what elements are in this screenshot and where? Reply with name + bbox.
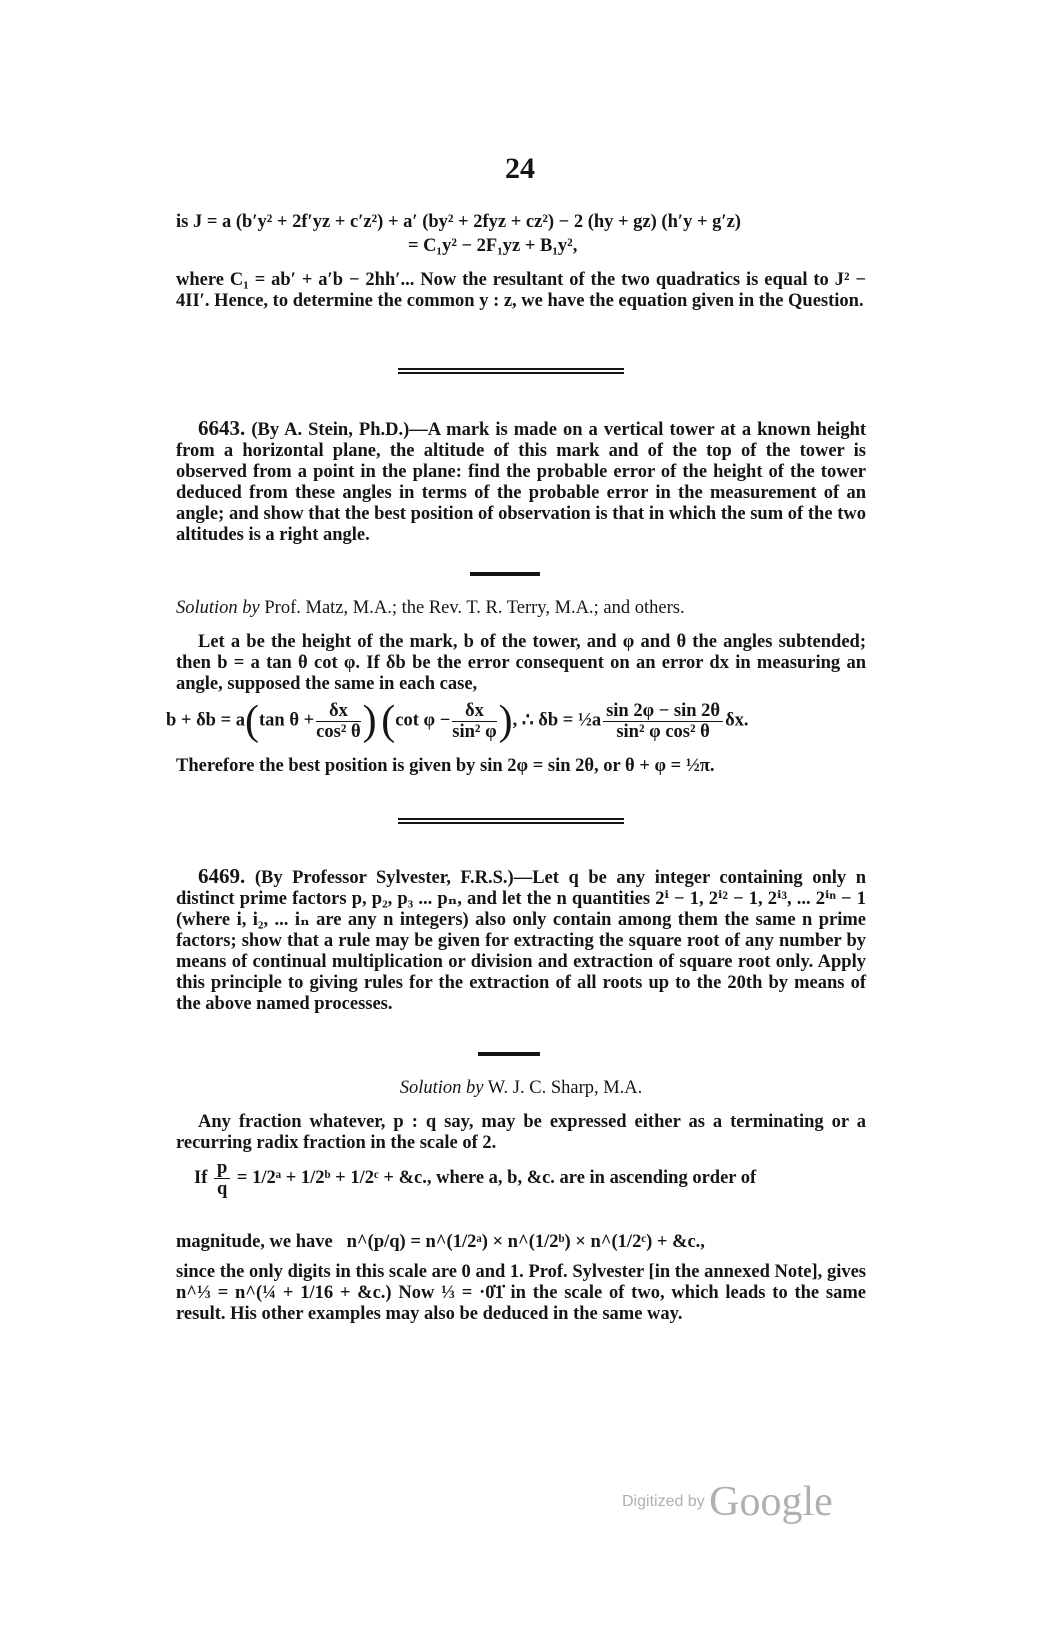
fraction: $\frac{\delta x}{\text{sin² φ}}$: [452, 700, 497, 742]
short-rule: [478, 1052, 540, 1056]
solution-paragraph: Any fraction whatever, p : q say, may be expressed either as a terminating or a recurring radix fraction in the scale of 2.: [176, 1112, 866, 1153]
solution-paragraph-2: since the only digits in this scale are 0 and 1. Prof. Sylvester [in the annexed Note], gives n^⅓ = n^(¼ + 1/16 + &c.) Now ⅓ = ·0̇1̇ in the scale of two, which leads to the same result. His other examples may also be deduced in the same way.: [176, 1262, 866, 1324]
google-logo: Google: [709, 1479, 833, 1525]
fraction: $\frac{p}{q}$: [214, 1158, 230, 1199]
section-divider: [398, 368, 624, 374]
question-number: 6643.: [198, 416, 246, 440]
question-number: 6469.: [198, 864, 246, 888]
equation-j-continued: = C₁y² − 2F₁yz + B₁y²,: [408, 236, 578, 256]
intro-paragraph: where C₁ = ab′ + a′b − 2hh′... Now the resultant of the two quadratics is equal to J² − 4II′. Hence, to determine the common y : z, we have the equation given in the Question.: [176, 270, 866, 311]
question-author: (By Professor Sylvester, F.R.S.): [254, 868, 514, 888]
question-6643: [176, 418, 866, 546]
question-author: (By A. Stein, Ph.D.): [251, 420, 410, 440]
error-equation: b + δb = a(tan θ + $\frac{\delta x}{\text{cos² θ}}$ ) (cot φ − $\frac{\delta x}{\text{sin² φ}}$ ), ∴ δb = ½a $\frac{\sin 2\varphi - \sin 2\theta}{\text{sin² φ cos² θ}}$ δx.: [166, 698, 749, 744]
page-number: 24: [505, 152, 535, 185]
solution-heading: Solution by W. J. C. Sharp, M.A.: [399, 1078, 643, 1098]
magnitude-equation: magnitude, we have n^(p/q) = n^(1/2ᵃ) × n^(1/2ᵇ) × n^(1/2ᶜ) + &c.,: [176, 1232, 705, 1252]
solution-paragraph: Let a be the height of the mark, b of the tower, and φ and θ the angles subtended; then b = a tan θ cot φ. If δb be the error consequent on an error dx in measuring an angle, supposed the same in each case,: [176, 632, 866, 694]
solution-heading: Solution by Prof. Matz, M.A.; the Rev. T. R. Terry, M.A.; and others.: [176, 598, 685, 618]
fraction: $\frac{\sin 2\varphi - \sin 2\theta}{\text{sin² φ cos² θ}}$: [603, 701, 723, 742]
binary-fraction-equation: If $\frac{p}{q}$ = 1/2ᵃ + 1/2ᵇ + 1/2ᶜ + &c., where a, b, &c. are in ascending order of: [194, 1158, 757, 1199]
equation-j: is J = a (b′y² + 2f′yz + c′z²) + a′ (by² + 2fyz + cz²) − 2 (hy + gz) (h′y + g′z): [176, 212, 741, 232]
fraction: $\frac{\delta x}{\text{cos² θ}}$: [316, 700, 361, 742]
conclusion: Therefore the best position is given by sin 2φ = sin 2θ, or θ + φ = ½π.: [176, 756, 715, 776]
section-divider: [398, 818, 624, 824]
question-text: —Let q be any integer containing only n distinct prime factors p, p₂, p₃ ... pₙ, and let the n quantities 2ⁱ − 1, 2ⁱ² − 1, 2ⁱ³, ... 2ⁱⁿ − 1 (where i, i₂, ... iₙ are any n integers) also only contain among them the same n prime factors; show that a rule may be given for extracting the square root of any number by means of continual multiplication or division and extraction of square root only. Apply this principle to giving rules for the extraction of all roots up to the 20th by means of the above named processes.: [176, 868, 867, 1014]
digitized-watermark: Digitized by Google: [622, 1479, 833, 1525]
short-rule: [470, 572, 540, 576]
question-6469: [176, 866, 866, 1015]
question-text: —A mark is made on a vertical tower at a known height from a horizontal plane, the altitude of this mark and of the top of the tower is observed from a point in the plane: find the probable error of the height of the tower deduced from these angles in terms of the probable error in the measurement of an angle; and show that the best position of observation is that in which the sum of the two altitudes is a right angle.: [176, 420, 867, 545]
